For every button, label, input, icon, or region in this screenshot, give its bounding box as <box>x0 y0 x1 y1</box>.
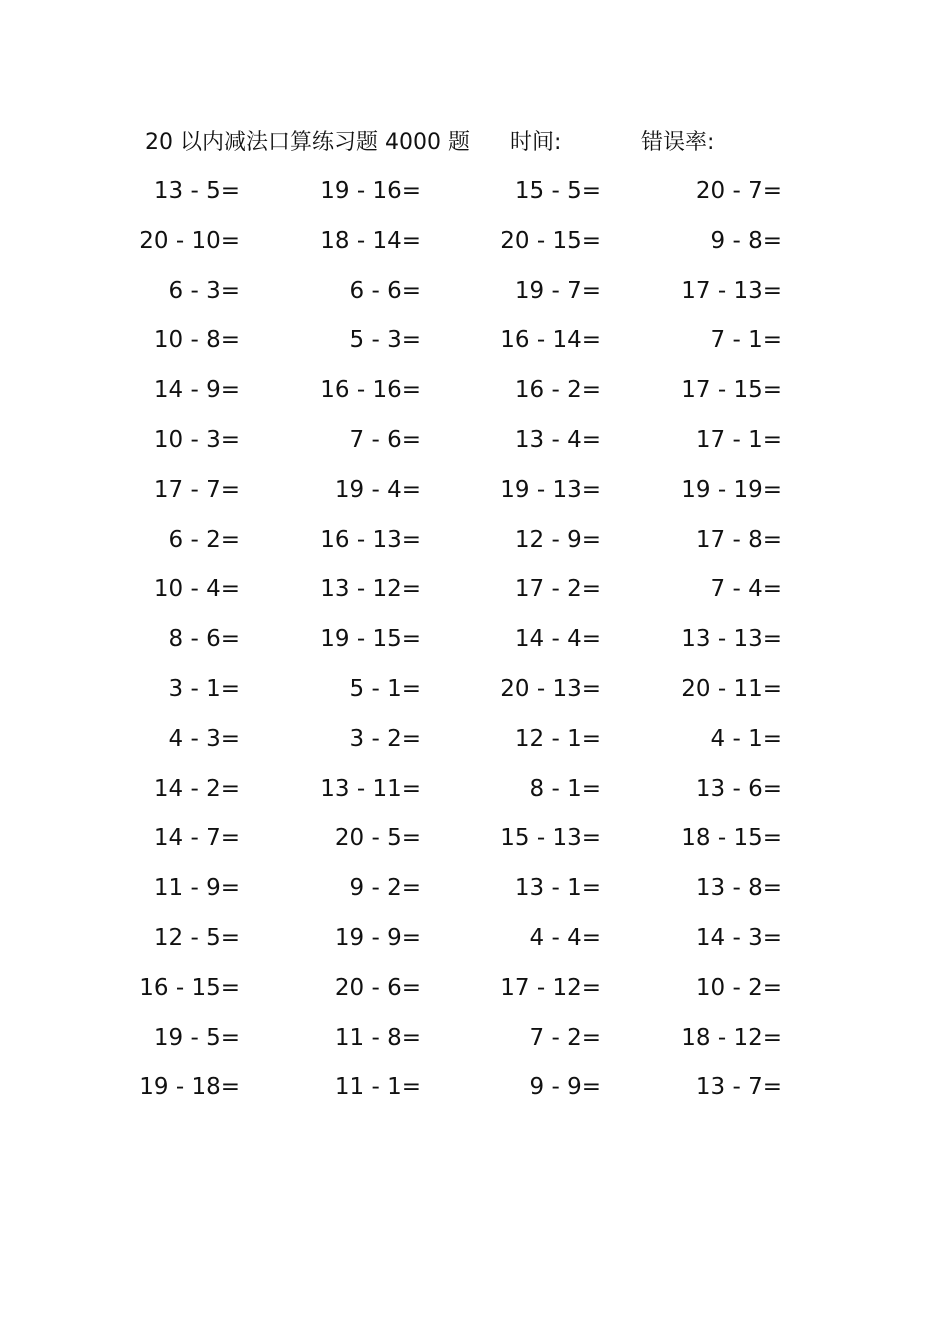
problem-item: 9 - 2= <box>349 875 421 901</box>
problem-item: 11 - 1= <box>334 1074 421 1100</box>
problem-item: 14 - 7= <box>153 825 240 851</box>
problem-item: 5 - 3= <box>349 327 421 353</box>
problem-item: 17 - 7= <box>153 477 240 503</box>
problem-item: 20 - 10= <box>139 228 240 254</box>
problem-item: 10 - 3= <box>153 427 240 453</box>
problem-item: 11 - 8= <box>334 1025 421 1051</box>
problem-item: 7 - 6= <box>349 427 421 453</box>
problem-item: 17 - 13= <box>681 278 782 304</box>
problem-item: 20 - 7= <box>695 178 782 204</box>
worksheet-title: 20 以内减法口算练习题 4000 题 <box>145 130 470 155</box>
problem-item: 16 - 16= <box>320 377 421 403</box>
problem-item: 4 - 3= <box>168 726 240 752</box>
problem-item: 13 - 12= <box>320 576 421 602</box>
problem-item: 6 - 2= <box>168 527 240 553</box>
problem-item: 19 - 15= <box>320 626 421 652</box>
problem-item: 12 - 1= <box>514 726 601 752</box>
problem-item: 17 - 2= <box>514 576 601 602</box>
problem-item: 12 - 9= <box>514 527 601 553</box>
problem-item: 8 - 6= <box>168 626 240 652</box>
problem-item: 18 - 15= <box>681 825 782 851</box>
problem-item: 13 - 7= <box>695 1074 782 1100</box>
time-label: 时间: <box>510 130 562 155</box>
problem-item: 7 - 1= <box>710 327 782 353</box>
problem-item: 19 - 13= <box>500 477 601 503</box>
problem-item: 14 - 2= <box>153 776 240 802</box>
problem-item: 19 - 7= <box>514 278 601 304</box>
problem-item: 16 - 15= <box>139 975 240 1001</box>
problem-item: 19 - 4= <box>334 477 421 503</box>
problem-item: 4 - 1= <box>710 726 782 752</box>
problem-item: 13 - 4= <box>514 427 601 453</box>
problem-item: 19 - 19= <box>681 477 782 503</box>
problem-item: 16 - 13= <box>320 527 421 553</box>
problem-item: 10 - 8= <box>153 327 240 353</box>
problem-item: 14 - 4= <box>514 626 601 652</box>
problem-item: 10 - 2= <box>695 975 782 1001</box>
problem-item: 11 - 9= <box>153 875 240 901</box>
problem-item: 13 - 1= <box>514 875 601 901</box>
problem-item: 17 - 8= <box>695 527 782 553</box>
problem-item: 13 - 6= <box>695 776 782 802</box>
problem-item: 15 - 13= <box>500 825 601 851</box>
problem-item: 8 - 1= <box>529 776 601 802</box>
problem-item: 18 - 14= <box>320 228 421 254</box>
problem-item: 19 - 5= <box>153 1025 240 1051</box>
problem-item: 13 - 11= <box>320 776 421 802</box>
problem-item: 7 - 2= <box>529 1025 601 1051</box>
problem-item: 15 - 5= <box>514 178 601 204</box>
problem-item: 3 - 1= <box>168 676 240 702</box>
problem-item: 9 - 8= <box>710 228 782 254</box>
problem-item: 16 - 14= <box>500 327 601 353</box>
problem-item: 3 - 2= <box>349 726 421 752</box>
problem-item: 19 - 18= <box>139 1074 240 1100</box>
problem-item: 9 - 9= <box>529 1074 601 1100</box>
problem-item: 10 - 4= <box>153 576 240 602</box>
problem-item: 20 - 15= <box>500 228 601 254</box>
problem-item: 17 - 12= <box>500 975 601 1001</box>
problem-item: 12 - 5= <box>153 925 240 951</box>
problem-item: 14 - 9= <box>153 377 240 403</box>
problem-item: 13 - 8= <box>695 875 782 901</box>
problem-item: 5 - 1= <box>349 676 421 702</box>
problem-item: 20 - 5= <box>334 825 421 851</box>
problem-item: 14 - 3= <box>695 925 782 951</box>
problem-item: 13 - 5= <box>153 178 240 204</box>
problem-item: 17 - 1= <box>695 427 782 453</box>
problem-item: 19 - 16= <box>320 178 421 204</box>
problem-item: 6 - 6= <box>349 278 421 304</box>
problem-item: 17 - 15= <box>681 377 782 403</box>
problem-item: 6 - 3= <box>168 278 240 304</box>
problem-item: 20 - 6= <box>334 975 421 1001</box>
problem-item: 13 - 13= <box>681 626 782 652</box>
problem-item: 18 - 12= <box>681 1025 782 1051</box>
problem-item: 19 - 9= <box>334 925 421 951</box>
problem-item: 4 - 4= <box>529 925 601 951</box>
problem-item: 7 - 4= <box>710 576 782 602</box>
problem-item: 16 - 2= <box>514 377 601 403</box>
problem-item: 20 - 11= <box>681 676 782 702</box>
problem-item: 20 - 13= <box>500 676 601 702</box>
error-rate-label: 错误率: <box>641 130 715 155</box>
